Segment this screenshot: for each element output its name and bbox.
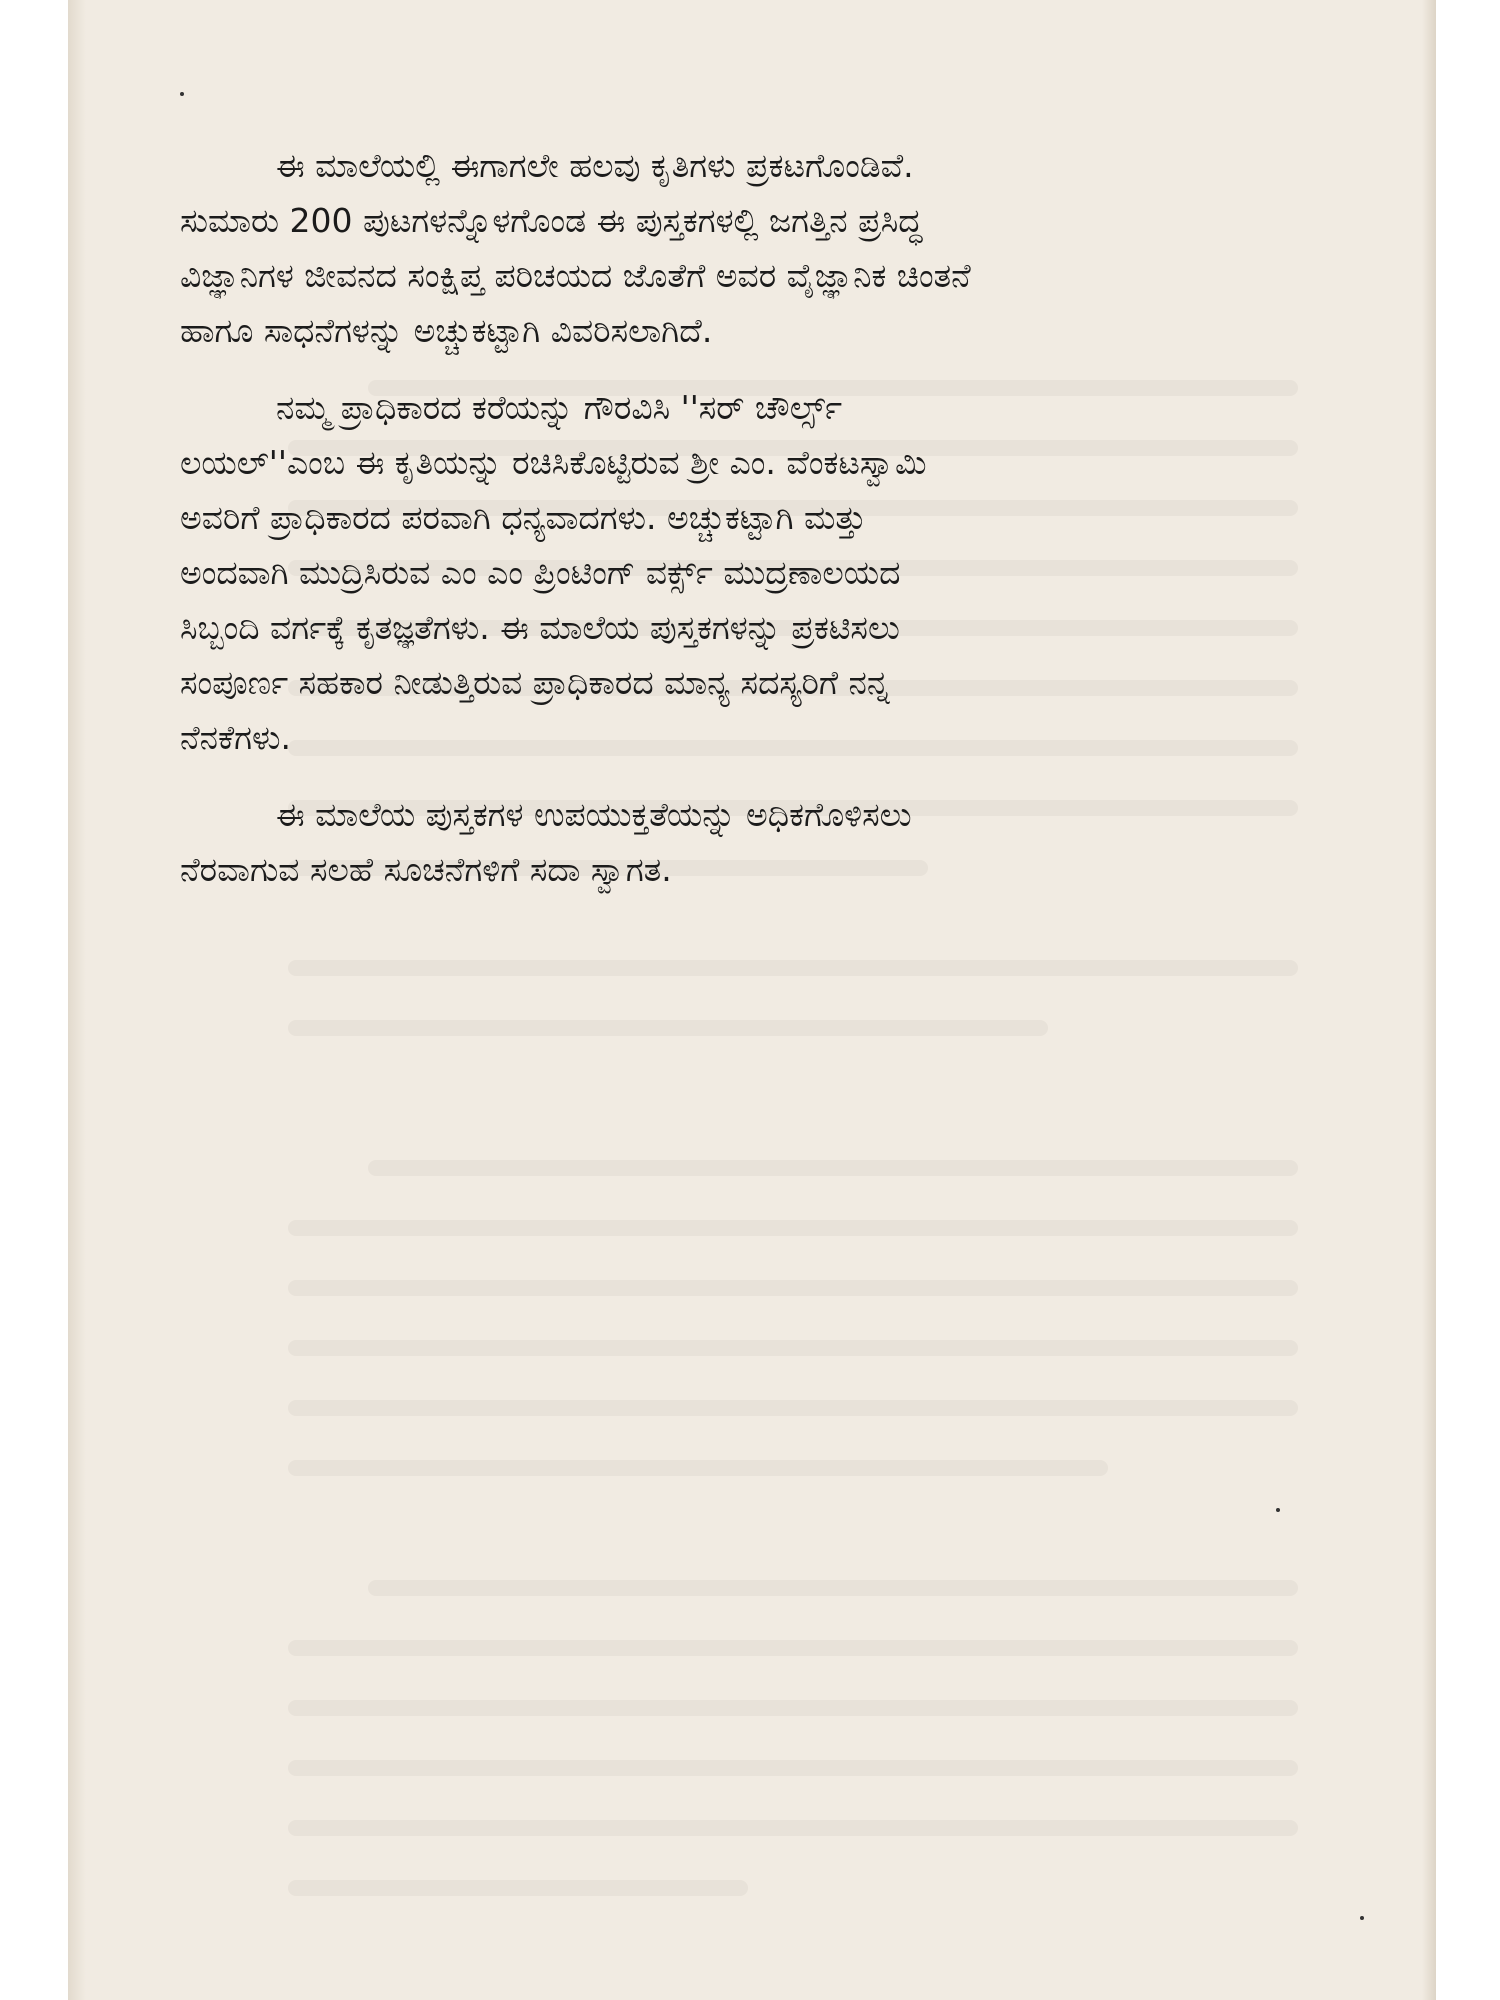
- text-line: ಸಂಪೂರ್ಣ ಸಹಕಾರ ನೀಡುತ್ತಿರುವ ಪ್ರಾಧಿಕಾರದ ಮಾನ್ಯ ಸದಸ್ಯರಿಗೆ ನನ್ನ: [180, 663, 890, 702]
- paragraph-suggestions: [180, 787, 1370, 897]
- text-line: ನಮ್ಮ ಪ್ರಾಧಿಕಾರದ ಕರೆಯನ್ನು ಗೌರವಿಸಿ ''ಸರ್ ಚೌರ್ಲ್ಸ್: [276, 388, 843, 427]
- paper-sheet: [68, 0, 1436, 2000]
- text-line: ಅವರಿಗೆ ಪ್ರಾಧಿಕಾರದ ಪರವಾಗಿ ಧನ್ಯವಾದಗಳು. ಅಚ್ಚುಕಟ್ಟಾಗಿ ಮತ್ತು: [180, 498, 867, 537]
- text-line: ಸುಮಾರು 200 ಪುಟಗಳನ್ನೊಳಗೊಂಡ ಈ ಪುಸ್ತಕಗಳಲ್ಲಿ ಜಗತ್ತಿನ ಪ್ರಸಿದ್ಧ: [180, 201, 923, 240]
- body-text: [180, 138, 1370, 919]
- paragraph-acknowledgements: [180, 380, 1370, 765]
- text-line: ಈ ಮಾಲೆಯ ಪುಸ್ತಕಗಳ ಉಪಯುಕ್ತತೆಯನ್ನು ಅಧಿಕಗೊಳಿಸಲು: [276, 795, 912, 834]
- scan-speck: [180, 92, 184, 96]
- paragraph-series-intro: [180, 138, 1370, 358]
- text-line: ಅಂದವಾಗಿ ಮುದ್ರಿಸಿರುವ ಎಂ ಎಂ ಪ್ರಿಂಟಿಂಗ್ ವರ್ಕ್ಸ್ ಮುದ್ರಣಾಲಯದ: [180, 553, 901, 592]
- text-line: ವಿಜ್ಞಾನಿಗಳ ಜೀವನದ ಸಂಕ್ಷಿಪ್ತ ಪರಿಚಯದ ಜೊತೆಗೆ ಅವರ ವೈಜ್ಞಾನಿಕ ಚಿಂತನೆ: [180, 256, 971, 295]
- scan-speck: [1276, 1508, 1280, 1512]
- scan-speck: [1360, 1916, 1364, 1920]
- text-line: ಸಿಬ್ಬಂದಿ ವರ್ಗಕ್ಕೆ ಕೃತಜ್ಞತೆಗಳು. ಈ ಮಾಲೆಯ ಪುಸ್ತಕಗಳನ್ನು ಪ್ರಕಟಿಸಲು: [180, 608, 900, 647]
- text-line: ಈ ಮಾಲೆಯಲ್ಲಿ ಈಗಾಗಲೇ ಹಲವು ಕೃತಿಗಳು ಪ್ರಕಟಗೊಂಡಿವೆ.: [276, 146, 914, 185]
- text-line: ನೆನಕೆಗಳು.: [180, 718, 291, 757]
- text-line: ಹಾಗೂ ಸಾಧನೆಗಳನ್ನು ಅಚ್ಚುಕಟ್ಟಾಗಿ ವಿವರಿಸಲಾಗಿದೆ.: [180, 311, 713, 350]
- text-line: ನೆರವಾಗುವ ಸಲಹೆ ಸೂಚನೆಗಳಿಗೆ ಸದಾ ಸ್ವಾಗತ.: [180, 850, 672, 889]
- text-line: ಲಯಲ್''ಎಂಬ ಈ ಕೃತಿಯನ್ನು ರಚಿಸಿಕೊಟ್ಟಿರುವ ಶ್ರೀ ಎಂ. ವೆಂಕಟಸ್ವಾಮಿ: [180, 443, 927, 482]
